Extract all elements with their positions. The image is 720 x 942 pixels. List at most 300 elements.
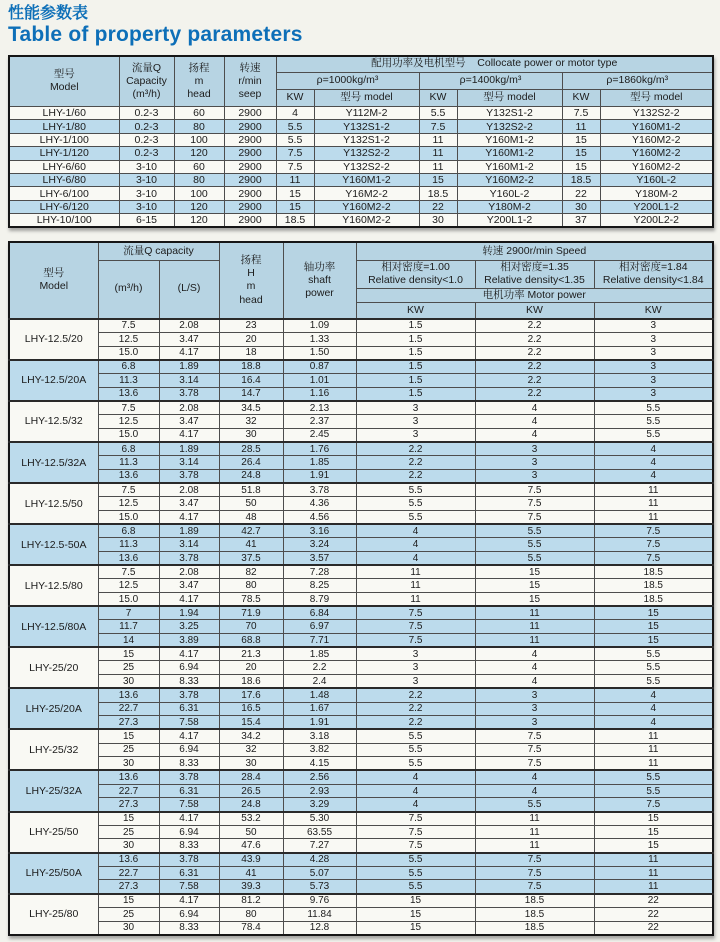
- value-cell: 11: [594, 729, 713, 743]
- value-cell: 7.5: [276, 160, 314, 173]
- value-cell: 4: [475, 661, 594, 675]
- value-cell: 7.5: [356, 620, 475, 634]
- value-cell: 3: [475, 469, 594, 483]
- value-cell: 3.18: [283, 729, 356, 743]
- value-cell: 15.0: [98, 346, 159, 360]
- value-cell: 6.94: [159, 907, 219, 921]
- value-cell: 2.2: [356, 688, 475, 702]
- value-cell: 13.6: [98, 469, 159, 483]
- table2-row: [9, 620, 713, 634]
- value-cell: 18: [219, 346, 283, 360]
- value-cell: 16.5: [219, 702, 283, 716]
- table2-row: [9, 798, 713, 812]
- value-cell: 15: [594, 825, 713, 839]
- value-cell: Y132S1-2: [457, 107, 562, 120]
- t1-header-model-en: Model: [49, 81, 79, 94]
- value-cell: 4.17: [159, 346, 219, 360]
- value-cell: 78.4: [219, 921, 283, 935]
- model-cell: LHY-12.5/32A: [9, 442, 98, 483]
- table2-row: [9, 469, 713, 483]
- value-cell: 3.82: [283, 743, 356, 757]
- value-cell: 7.5: [562, 107, 600, 120]
- table2-row: [9, 456, 713, 470]
- value-cell: 4.17: [159, 729, 219, 743]
- value-cell: 78.5: [219, 593, 283, 607]
- value-cell: Y180M-2: [600, 187, 713, 200]
- value-cell: 7.5: [98, 565, 159, 579]
- value-cell: 1.5: [356, 332, 475, 346]
- value-cell: 15: [475, 565, 594, 579]
- value-cell: 120: [174, 200, 224, 213]
- table1-row: [9, 214, 713, 228]
- value-cell: 7.5: [475, 757, 594, 771]
- value-cell: 3: [594, 319, 713, 333]
- value-cell: 5.5: [594, 770, 713, 784]
- value-cell: 4.17: [159, 647, 219, 661]
- value-cell: 18.5: [419, 187, 457, 200]
- t2-header-kw-3: KW: [594, 303, 713, 319]
- table2-row: [9, 907, 713, 921]
- value-cell: 2.2: [356, 442, 475, 456]
- value-cell: 3: [594, 360, 713, 374]
- value-cell: 3.16: [283, 524, 356, 538]
- value-cell: 22: [594, 907, 713, 921]
- value-cell: 3: [356, 428, 475, 442]
- t1-header-density-1400: ρ=1400kg/m³: [419, 73, 562, 90]
- value-cell: 5.07: [283, 866, 356, 880]
- value-cell: 15.0: [98, 593, 159, 607]
- value-cell: 2900: [224, 214, 276, 228]
- table2-row: [9, 894, 713, 908]
- value-cell: 2.56: [283, 770, 356, 784]
- value-cell: 5.5: [594, 401, 713, 415]
- value-cell: 30: [98, 675, 159, 689]
- value-cell: 22: [594, 921, 713, 935]
- value-cell: 11.3: [98, 538, 159, 552]
- value-cell: 7.5: [356, 839, 475, 853]
- value-cell: 30: [419, 214, 457, 228]
- value-cell: 7.5: [594, 538, 713, 552]
- value-cell: 3.14: [159, 538, 219, 552]
- value-cell: 3: [356, 415, 475, 429]
- value-cell: 2.2: [475, 319, 594, 333]
- value-cell: 2.2: [356, 456, 475, 470]
- value-cell: 11: [594, 866, 713, 880]
- table2-row: [9, 593, 713, 607]
- t2-header-head-sym: H: [247, 267, 255, 280]
- value-cell: 1.89: [159, 360, 219, 374]
- value-cell: 80: [219, 907, 283, 921]
- value-cell: 8.33: [159, 675, 219, 689]
- value-cell: 3.89: [159, 634, 219, 648]
- value-cell: 2.08: [159, 319, 219, 333]
- table1-row: [9, 120, 713, 133]
- table1-row: [9, 187, 713, 200]
- value-cell: 2.2: [283, 661, 356, 675]
- value-cell: 80: [174, 173, 224, 186]
- value-cell: 4: [594, 469, 713, 483]
- model-cell: LHY-6/80: [9, 173, 119, 186]
- table2-row: [9, 387, 713, 401]
- value-cell: 5.5: [356, 743, 475, 757]
- value-cell: 82: [219, 565, 283, 579]
- value-cell: 7.27: [283, 839, 356, 853]
- value-cell: 5.5: [276, 133, 314, 146]
- value-cell: 15: [594, 812, 713, 826]
- table1-body: [9, 107, 713, 228]
- table2-row: [9, 415, 713, 429]
- value-cell: 27.3: [98, 716, 159, 730]
- value-cell: 13.6: [98, 770, 159, 784]
- value-cell: 3.47: [159, 579, 219, 593]
- table2-row: [9, 784, 713, 798]
- model-cell: LHY-12.5/20: [9, 319, 98, 360]
- t2-header-density-135: [475, 260, 594, 288]
- value-cell: 24.8: [219, 469, 283, 483]
- value-cell: 0.2-3: [119, 107, 174, 120]
- value-cell: 3-10: [119, 187, 174, 200]
- t2-header-density-135-zh: 相对密度=1.35: [500, 261, 569, 274]
- table2-row: [9, 332, 713, 346]
- value-cell: 11.3: [98, 456, 159, 470]
- table2-row: [9, 757, 713, 771]
- value-cell: Y132S1-2: [314, 133, 419, 146]
- value-cell: 7.5: [356, 634, 475, 648]
- value-cell: 4: [356, 538, 475, 552]
- value-cell: 1.94: [159, 606, 219, 620]
- value-cell: 42.7: [219, 524, 283, 538]
- value-cell: 5.5: [475, 538, 594, 552]
- value-cell: 4: [594, 442, 713, 456]
- model-cell: LHY-25/20: [9, 647, 98, 688]
- t1-header-power-group-zh: 配用功率及电机型号: [371, 57, 466, 70]
- t2-header-density-100-en: Relative density<1.0: [368, 274, 463, 287]
- motor-type-table: [8, 55, 714, 229]
- t2-header-shaft-en2: power: [305, 287, 334, 300]
- value-cell: 28.5: [219, 442, 283, 456]
- value-cell: 11: [475, 620, 594, 634]
- value-cell: 34.5: [219, 401, 283, 415]
- value-cell: Y160M1-2: [457, 133, 562, 146]
- table2-row: [9, 853, 713, 867]
- value-cell: 18.5: [594, 593, 713, 607]
- value-cell: 3.47: [159, 332, 219, 346]
- value-cell: 5.5: [594, 428, 713, 442]
- value-cell: 12.5: [98, 579, 159, 593]
- value-cell: 3: [356, 401, 475, 415]
- value-cell: 6.31: [159, 784, 219, 798]
- value-cell: 4: [594, 702, 713, 716]
- value-cell: 4: [276, 107, 314, 120]
- value-cell: 4: [356, 770, 475, 784]
- value-cell: 1.5: [356, 319, 475, 333]
- value-cell: 60: [174, 107, 224, 120]
- value-cell: Y160M2-2: [600, 133, 713, 146]
- value-cell: 11: [594, 880, 713, 894]
- value-cell: 2.2: [475, 332, 594, 346]
- value-cell: 120: [174, 147, 224, 160]
- value-cell: 15: [276, 200, 314, 213]
- value-cell: 7.5: [594, 551, 713, 565]
- value-cell: 14: [98, 634, 159, 648]
- value-cell: 3: [594, 374, 713, 388]
- value-cell: 4: [356, 798, 475, 812]
- table2-row: [9, 483, 713, 497]
- value-cell: 12.5: [98, 497, 159, 511]
- table2-row: [9, 551, 713, 565]
- table2-row: [9, 606, 713, 620]
- value-cell: 7.58: [159, 880, 219, 894]
- value-cell: 6.31: [159, 866, 219, 880]
- model-cell: LHY-12.5-50A: [9, 524, 98, 565]
- value-cell: 53.2: [219, 812, 283, 826]
- table1-row: [9, 200, 713, 213]
- value-cell: Y160L-2: [600, 173, 713, 186]
- value-cell: 1.48: [283, 688, 356, 702]
- value-cell: 5.5: [475, 524, 594, 538]
- page-header: [8, 5, 712, 48]
- model-cell: LHY-25/50: [9, 812, 98, 853]
- value-cell: 41: [219, 866, 283, 880]
- value-cell: 11: [475, 634, 594, 648]
- t1-header-model-zh: 型号: [53, 68, 75, 81]
- value-cell: 15: [594, 634, 713, 648]
- value-cell: 6.8: [98, 442, 159, 456]
- value-cell: 41: [219, 538, 283, 552]
- value-cell: 3.57: [283, 551, 356, 565]
- t1-header-power-group: [276, 56, 713, 73]
- table2-row: [9, 702, 713, 716]
- value-cell: 1.85: [283, 456, 356, 470]
- model-cell: LHY-1/80: [9, 120, 119, 133]
- value-cell: 4.17: [159, 593, 219, 607]
- value-cell: 3.78: [159, 387, 219, 401]
- value-cell: 5.5: [594, 675, 713, 689]
- value-cell: 5.5: [594, 784, 713, 798]
- t1-header-density-1860: ρ=1860kg/m³: [562, 73, 713, 90]
- model-cell: LHY-25/32: [9, 729, 98, 770]
- value-cell: 18.5: [594, 579, 713, 593]
- value-cell: 2.45: [283, 428, 356, 442]
- value-cell: 11: [594, 483, 713, 497]
- value-cell: 1.09: [283, 319, 356, 333]
- table1-row: [9, 173, 713, 186]
- value-cell: 15.4: [219, 716, 283, 730]
- value-cell: 2.2: [475, 387, 594, 401]
- table1-row: [9, 133, 713, 146]
- value-cell: 30: [219, 428, 283, 442]
- value-cell: 3.78: [283, 483, 356, 497]
- value-cell: 2.93: [283, 784, 356, 798]
- value-cell: 2.2: [475, 360, 594, 374]
- t1-header-head-unit: m: [194, 74, 204, 87]
- value-cell: 48: [219, 510, 283, 524]
- table2-row: [9, 374, 713, 388]
- table1-row: [9, 107, 713, 120]
- value-cell: 51.8: [219, 483, 283, 497]
- value-cell: 15: [98, 894, 159, 908]
- value-cell: 6-15: [119, 214, 174, 228]
- model-cell: LHY-12.5/80A: [9, 606, 98, 647]
- value-cell: Y160M2-2: [457, 173, 562, 186]
- value-cell: 13.6: [98, 387, 159, 401]
- value-cell: 7.5: [475, 880, 594, 894]
- value-cell: 15: [594, 620, 713, 634]
- value-cell: 5.5: [594, 647, 713, 661]
- value-cell: 3.47: [159, 497, 219, 511]
- value-cell: Y132S2-2: [314, 160, 419, 173]
- value-cell: 100: [174, 187, 224, 200]
- value-cell: 18.5: [475, 921, 594, 935]
- value-cell: 18.8: [219, 360, 283, 374]
- t2-header-shaft-zh: 轴功率: [303, 260, 336, 273]
- value-cell: Y200L2-2: [600, 214, 713, 228]
- t2-header-density-184-en: Relative density<1.84: [602, 274, 704, 287]
- value-cell: 2.13: [283, 401, 356, 415]
- value-cell: 3-10: [119, 160, 174, 173]
- value-cell: Y112M-2: [314, 107, 419, 120]
- value-cell: 15: [98, 812, 159, 826]
- value-cell: 71.9: [219, 606, 283, 620]
- value-cell: Y132S2-2: [600, 107, 713, 120]
- value-cell: 8.33: [159, 839, 219, 853]
- value-cell: 20: [219, 661, 283, 675]
- t1-header-speed-zh: 转速: [239, 61, 261, 74]
- value-cell: 6.8: [98, 360, 159, 374]
- value-cell: 1.67: [283, 702, 356, 716]
- t1-header-kw-2: KW: [419, 90, 457, 107]
- value-cell: 5.30: [283, 812, 356, 826]
- value-cell: Y200L1-2: [457, 214, 562, 228]
- value-cell: 3.14: [159, 456, 219, 470]
- t2-header-model-en: Model: [39, 280, 69, 293]
- value-cell: 25: [98, 661, 159, 675]
- value-cell: 4: [594, 716, 713, 730]
- table2-row: [9, 729, 713, 743]
- value-cell: 11: [419, 133, 457, 146]
- value-cell: 13.6: [98, 853, 159, 867]
- value-cell: 3.14: [159, 374, 219, 388]
- value-cell: 4: [475, 770, 594, 784]
- value-cell: 15: [562, 133, 600, 146]
- value-cell: 4.17: [159, 894, 219, 908]
- t1-header-capacity-en: Capacity: [126, 74, 167, 87]
- value-cell: 7: [98, 606, 159, 620]
- value-cell: 18.5: [594, 565, 713, 579]
- value-cell: 3: [475, 702, 594, 716]
- model-cell: LHY-12.5/50: [9, 483, 98, 524]
- value-cell: 3.78: [159, 770, 219, 784]
- value-cell: 15.0: [98, 428, 159, 442]
- value-cell: Y160M2-2: [314, 200, 419, 213]
- table2-row: [9, 647, 713, 661]
- table2-row: [9, 688, 713, 702]
- value-cell: 1.5: [356, 387, 475, 401]
- value-cell: 2.08: [159, 483, 219, 497]
- value-cell: 2.08: [159, 565, 219, 579]
- value-cell: 2900: [224, 160, 276, 173]
- value-cell: 6.8: [98, 524, 159, 538]
- value-cell: 11: [475, 825, 594, 839]
- value-cell: 15: [475, 579, 594, 593]
- table2-row: [9, 839, 713, 853]
- value-cell: 2.2: [356, 716, 475, 730]
- value-cell: 25: [98, 743, 159, 757]
- t1-header-head: [174, 56, 224, 107]
- value-cell: 1.01: [283, 374, 356, 388]
- value-cell: 17.6: [219, 688, 283, 702]
- value-cell: 7.5: [419, 120, 457, 133]
- value-cell: 7.5: [475, 510, 594, 524]
- model-cell: LHY-6/60: [9, 160, 119, 173]
- value-cell: 50: [219, 497, 283, 511]
- value-cell: 8.33: [159, 757, 219, 771]
- table2-row: [9, 319, 713, 333]
- t1-header-speed: [224, 56, 276, 107]
- model-cell: LHY-1/120: [9, 147, 119, 160]
- model-cell: LHY-12.5/32: [9, 401, 98, 442]
- value-cell: 7.58: [159, 798, 219, 812]
- value-cell: 3: [475, 688, 594, 702]
- value-cell: 1.33: [283, 332, 356, 346]
- t1-header-modelcol-1: 型号 model: [314, 90, 419, 107]
- table2-row: [9, 866, 713, 880]
- model-cell: LHY-12.5/80: [9, 565, 98, 606]
- t2-header-shaft-en1: shaft: [308, 273, 331, 286]
- value-cell: 7.28: [283, 565, 356, 579]
- t1-header-power-group-en: Collocate power or motor type: [477, 57, 618, 70]
- value-cell: 15: [475, 593, 594, 607]
- value-cell: 11: [419, 147, 457, 160]
- value-cell: 7.5: [356, 812, 475, 826]
- value-cell: Y160M1-2: [600, 120, 713, 133]
- value-cell: 15: [98, 647, 159, 661]
- value-cell: 1.5: [356, 374, 475, 388]
- t2-header-density-184: [594, 260, 713, 288]
- value-cell: 120: [174, 214, 224, 228]
- value-cell: 7.5: [475, 483, 594, 497]
- value-cell: 28.4: [219, 770, 283, 784]
- value-cell: 11.7: [98, 620, 159, 634]
- value-cell: 60: [174, 160, 224, 173]
- value-cell: 7.5: [98, 483, 159, 497]
- value-cell: 22: [594, 894, 713, 908]
- value-cell: 3.78: [159, 688, 219, 702]
- value-cell: 18.5: [475, 894, 594, 908]
- value-cell: 4: [475, 784, 594, 798]
- value-cell: 4.17: [159, 812, 219, 826]
- value-cell: 15: [419, 173, 457, 186]
- value-cell: 15.0: [98, 510, 159, 524]
- value-cell: 3: [594, 332, 713, 346]
- value-cell: 4: [475, 415, 594, 429]
- value-cell: 3.78: [159, 551, 219, 565]
- table2-row: [9, 675, 713, 689]
- value-cell: 5.5: [419, 107, 457, 120]
- table2-row: [9, 579, 713, 593]
- value-cell: 81.2: [219, 894, 283, 908]
- t1-header-speed-unit: r/min: [238, 74, 262, 87]
- value-cell: 5.5: [356, 510, 475, 524]
- value-cell: 15: [356, 907, 475, 921]
- value-cell: 11: [356, 593, 475, 607]
- value-cell: 13.6: [98, 551, 159, 565]
- value-cell: 11: [594, 853, 713, 867]
- value-cell: Y16M2-2: [314, 187, 419, 200]
- value-cell: 7.5: [475, 866, 594, 880]
- t1-header-speed-en: seep: [238, 87, 262, 100]
- value-cell: 18.6: [219, 675, 283, 689]
